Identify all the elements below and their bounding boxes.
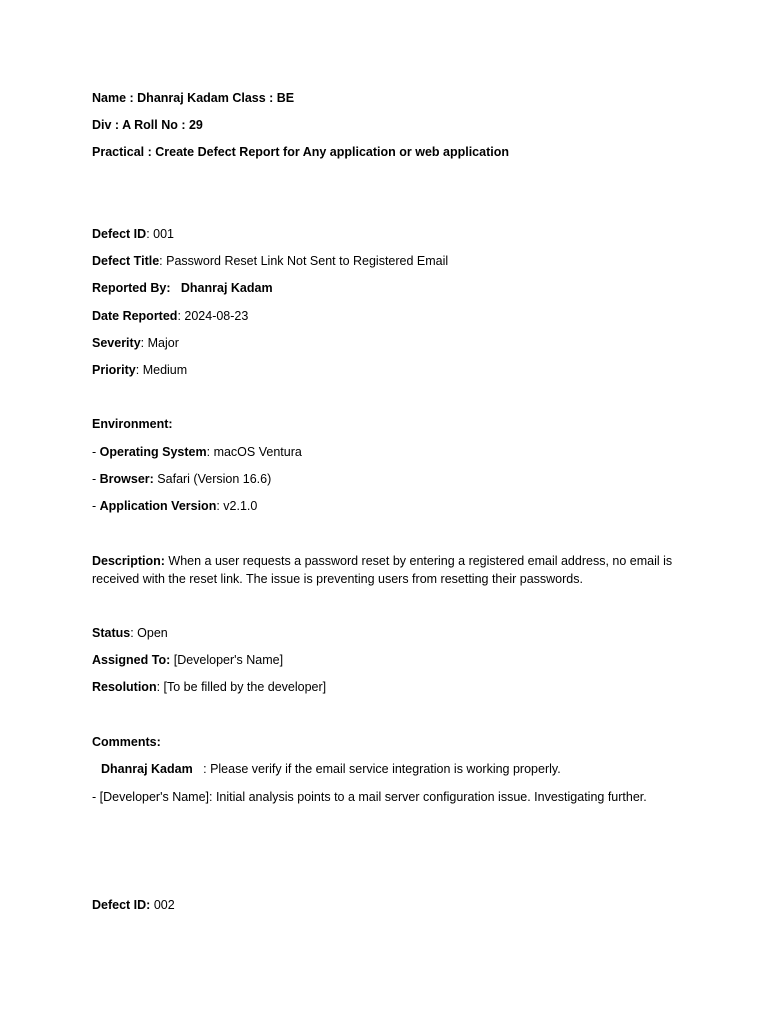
description-label: Description: [92, 554, 165, 568]
document-page [92, 0, 692, 1024]
env-browser-label: Browser: [99, 472, 154, 486]
resolution-row [92, 678, 326, 696]
description-paragraph [92, 552, 682, 588]
env-os-value: : macOS Ventura [206, 445, 302, 459]
env-os-label: Operating System [99, 445, 207, 459]
defect-2-id-value: 002 [150, 898, 175, 912]
assigned-to-label: Assigned To: [92, 653, 171, 667]
comment-2: - [Developer's Name]: Initial analysis points to a mail server configuration issue. Investigating further. [92, 790, 647, 804]
env-app-version-row [92, 497, 257, 515]
env-browser-prefix: - [92, 472, 100, 486]
status-row [92, 624, 168, 642]
student-name-class: Name : Dhanraj Kadam Class : BE [92, 91, 295, 105]
resolution-label: Resolution [92, 680, 157, 694]
date-reported-row [92, 307, 248, 325]
comments-heading: Comments: [92, 735, 161, 749]
comment-1-text: : Please verify if the email service integration is working properly. [192, 762, 561, 776]
description-value: When a user requests a password reset by entering a registered email address, no email is received with the reset link. The issue is preventing users from resetting their passwords. [92, 554, 673, 586]
defect-title-row [92, 252, 448, 270]
priority-label: Priority [92, 363, 136, 377]
severity-row [92, 334, 179, 352]
comment-1 [101, 760, 561, 778]
student-div-roll: Div : A Roll No : 29 [92, 118, 203, 132]
priority-value: : Medium [135, 363, 188, 377]
priority-row [92, 361, 187, 379]
status-value: : Open [130, 626, 168, 640]
severity-value: : Major [140, 336, 179, 350]
reported-by-row: Reported By: Dhanraj Kadam [92, 281, 273, 295]
defect-id-row [92, 225, 174, 243]
defect-title-value: : Password Reset Link Not Sent to Registered Email [159, 254, 449, 268]
env-app-version-label: Application Version [99, 499, 217, 513]
defect-2-id-row [92, 896, 175, 914]
resolution-value: : [To be filled by the developer] [156, 680, 327, 694]
env-browser-value: Safari (Version 16.6) [153, 472, 272, 486]
date-reported-value: : 2024-08-23 [177, 309, 249, 323]
assigned-to-row [92, 651, 283, 669]
environment-heading: Environment: [92, 417, 173, 431]
practical-title: Practical : Create Defect Report for Any application or web application [92, 145, 509, 159]
comment-1-author: Dhanraj Kadam [101, 762, 193, 776]
severity-label: Severity [92, 336, 141, 350]
env-app-version-value: : v2.1.0 [216, 499, 258, 513]
defect-2-id-label: Defect ID: [92, 898, 151, 912]
env-app-prefix: - [92, 499, 100, 513]
env-browser-row [92, 470, 271, 488]
date-reported-label: Date Reported [92, 309, 178, 323]
defect-title-label: Defect Title [92, 254, 160, 268]
env-os-prefix: - [92, 445, 100, 459]
env-os-row [92, 443, 302, 461]
defect-id-value: : 001 [146, 227, 174, 241]
status-label: Status [92, 626, 131, 640]
assigned-to-value: [Developer's Name] [170, 653, 284, 667]
defect-id-label: Defect ID [92, 227, 147, 241]
